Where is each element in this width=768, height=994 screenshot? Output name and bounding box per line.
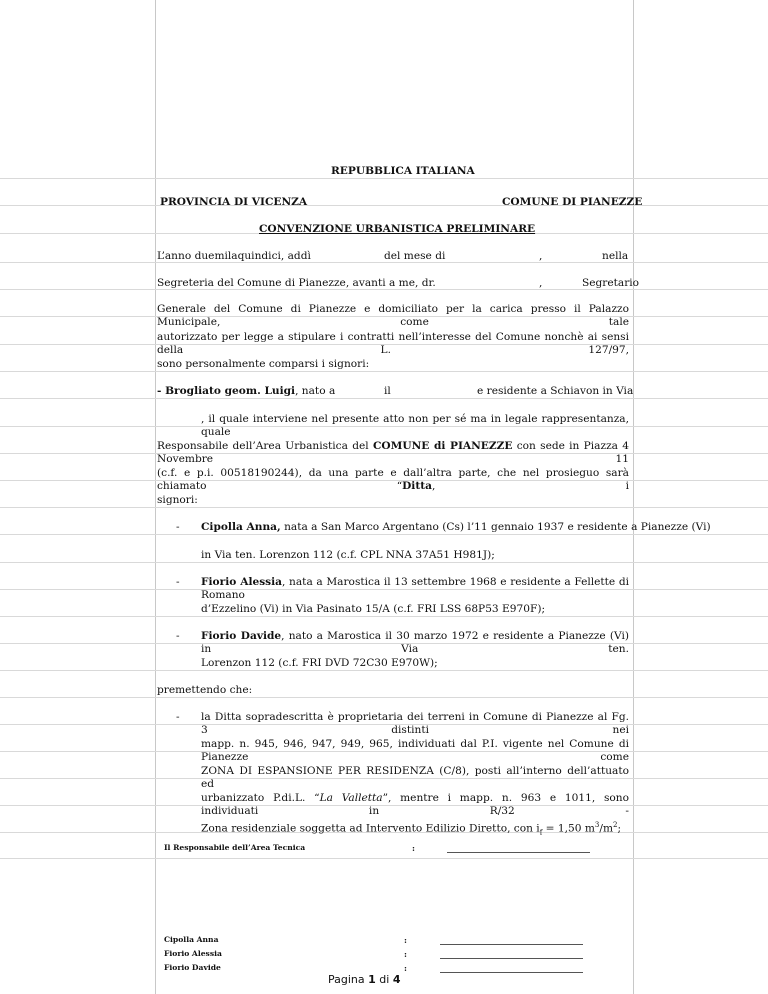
text-line: in Via ten. Lorenzon 112 (c.f. CPL NNA 37A51 H981J); xyxy=(201,549,495,561)
text-line: mapp. n. 945, 946, 947, 949, 965, individuati dal P.I. vigente nel Comune di Pianezze come xyxy=(201,738,629,763)
heading: REPUBBLICA ITALIANA xyxy=(331,165,475,177)
list-item xyxy=(201,521,711,534)
ruled-line xyxy=(0,562,768,563)
party-name: Fiorio Alessia xyxy=(201,576,283,588)
text-fragment: ”, mentre i mapp. n. 963 e 1011, sono individuati in R/32 - xyxy=(201,792,630,817)
text-line: nella xyxy=(602,250,629,262)
text-line: ZONA DI ESPANSIONE PER RESIDENZA (C/8), posti all’interno dell’attuato ed xyxy=(201,765,629,790)
text-fragment: , nato a xyxy=(295,385,336,397)
superscript: 3 xyxy=(594,821,600,829)
list-item xyxy=(201,630,629,656)
party-name: Ditta xyxy=(402,480,432,492)
subscript: f xyxy=(539,828,543,837)
signature-label: Il Responsabile dell’Area Tecnica xyxy=(164,843,306,852)
signature-label: Fiorio Alessia xyxy=(164,949,222,958)
text-fragment: (c.f. e p.i. 00518190244), da una parte e dall’altra parte, che nel prosieguo sarà chiamato “ xyxy=(157,467,629,492)
signature-colon: : xyxy=(404,963,407,973)
text-line xyxy=(157,440,629,466)
party-name: - Brogliato geom. Luigi xyxy=(157,385,296,397)
text-fragment: urbanizzato P.di.L. “ xyxy=(201,792,320,804)
text-line: , xyxy=(539,250,543,262)
text-fragment: Responsabile dell’Area Urbanistica del xyxy=(157,440,369,452)
document-title: CONVENZIONE URBANISTICA PRELIMINARE xyxy=(259,223,536,235)
list-dash: - xyxy=(176,521,180,533)
left-margin-line xyxy=(155,0,156,994)
list-dash: - xyxy=(176,630,180,642)
list-item xyxy=(201,576,629,602)
party-name: COMUNE di PIANEZZE xyxy=(372,440,513,452)
current-page: 1 xyxy=(368,973,376,986)
text-fragment: = 1,50 m xyxy=(542,822,595,835)
plan-name: La Valletta xyxy=(319,792,383,804)
text-fragment: , nato a Marostica il 30 marzo 1972 e residente a Pianezze (Vi) in Via ten. xyxy=(201,630,629,655)
signature-colon: : xyxy=(404,935,407,945)
text-line: Generale del Comune di Pianezze e domiciliato per la carica presso il Palazzo Municipale, come tale xyxy=(157,303,629,328)
text-line: signori: xyxy=(157,494,198,506)
party-name: Cipolla Anna, xyxy=(201,521,281,533)
ruled-line xyxy=(0,371,768,372)
list-dash: - xyxy=(176,576,180,588)
ruled-line xyxy=(0,616,768,617)
text-fragment: Zona residenziale soggetta ad Intervento Edilizio Diretto, con i xyxy=(201,822,540,835)
ruled-line xyxy=(0,534,768,535)
text-line: autorizzato per legge a stipulare i contratti nell’interesse del Comune nonchè ai sensi della L. 127/97, xyxy=(157,331,629,356)
text-fragment: , nata a Marostica il 13 settembre 1968 e residente a Fellette di Romano xyxy=(201,576,629,601)
ruled-line xyxy=(0,858,768,859)
text-line: del mese di xyxy=(384,250,446,262)
text-line: sono personalmente comparsi i signori: xyxy=(157,358,370,370)
ruled-line xyxy=(0,697,768,698)
text-fragment: nata a San Marco Argentano (Cs) l’11 gennaio 1937 e residente a Pianezze (Vi) xyxy=(284,521,711,533)
party-name: Fiorio Davide xyxy=(201,630,282,642)
right-margin-line xyxy=(633,0,634,994)
signature-line xyxy=(447,852,590,853)
text-line: Lorenzon 112 (c.f. FRI DVD 72C30 E970W); xyxy=(201,657,438,669)
ruled-line xyxy=(0,178,768,179)
total-pages: 4 xyxy=(392,973,401,986)
signature-line xyxy=(440,972,583,973)
text-fragment: ; xyxy=(617,822,622,835)
list-dash: - xyxy=(176,711,180,723)
signature-line xyxy=(440,944,583,945)
signature-colon: : xyxy=(404,949,407,959)
text-line: Segreteria del Comune di Pianezze, avanti a me, dr. xyxy=(157,277,436,289)
signature-label: Cipolla Anna xyxy=(164,935,219,944)
text-line: , xyxy=(539,277,543,289)
page-footer xyxy=(328,973,401,986)
ruled-line xyxy=(0,398,768,399)
ruled-line xyxy=(0,205,768,206)
ruled-line xyxy=(0,507,768,508)
superscript: 2 xyxy=(613,821,618,829)
signature-label: Fiorio Davide xyxy=(164,963,221,972)
text-line: Segretario xyxy=(582,277,640,289)
left-header: PROVINCIA DI VICENZA xyxy=(160,196,308,208)
text-fragment: /m xyxy=(599,822,614,835)
text-fragment: , i xyxy=(432,480,629,492)
list-item: la Ditta sopradescritta è proprietaria dei terreni in Comune di Pianezze al Fg. 3 distinti nei xyxy=(201,711,629,736)
signature-line xyxy=(440,958,583,959)
text-fragment: con sede in Piazza 4 Novembre 11 xyxy=(157,440,630,465)
text-line xyxy=(157,467,629,493)
signature-colon: : xyxy=(412,843,415,853)
text-line: L’anno duemilaquindici, addì xyxy=(157,250,311,262)
text-line xyxy=(201,792,629,818)
text-line: , il quale interviene nel presente atto non per sé ma in legale rappresentanza, quale xyxy=(201,413,629,438)
ruled-line xyxy=(0,670,768,671)
text-line: il xyxy=(384,385,391,397)
text-line: e residente a Schiavon in Via xyxy=(477,385,634,397)
text-line: d’Ezzelino (Vi) in Via Pasinato 15/A (c.f. FRI LSS 68P53 E970F); xyxy=(201,603,546,615)
text-line xyxy=(157,385,335,398)
text-line: premettendo che: xyxy=(157,684,253,696)
text-line xyxy=(201,819,621,840)
right-header: COMUNE DI PIANEZZE xyxy=(502,196,643,208)
footer-text: Pagina xyxy=(328,973,369,986)
footer-text: di xyxy=(375,973,393,986)
